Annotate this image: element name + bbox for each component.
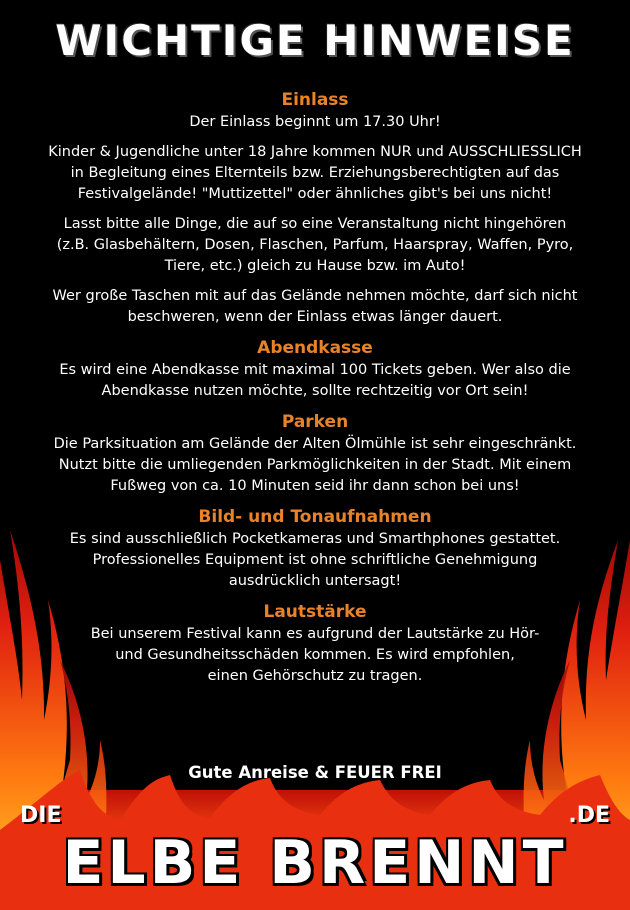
section-parken	[22, 410, 608, 497]
section-paragraph: Es wird eine Abendkasse mit maximal 100 Tickets geben. Wer also die Abendkasse nutzen möchte, sollte rechtzeitig vor Ort sein!	[59, 362, 571, 399]
section-paragraph: Der Einlass beginnt um 17.30 Uhr!	[189, 114, 441, 130]
section-heading: Bild- und Tonaufnahmen	[198, 507, 432, 527]
brand-tld: .DE	[568, 803, 610, 828]
page-title: WICHTIGE HINWEISE	[55, 16, 575, 65]
section-paragraph: Lasst bitte alle Dinge, die auf so eine Veranstaltung nicht hingehören (z.B. Glasbehältern, Dosen, Flaschen, Parfum, Haarspray, Waffen, Pyro, Tiere, etc.) gleich zu Hause bzw. im Auto!	[56, 216, 574, 274]
section-paragraph: Kinder & Jugendliche unter 18 Jahre kommen NUR und AUSSCHLIESSLICH in Begleitung eines Elternteils bzw. Erziehungsberechtigten auf das Festivalgelände! "Muttizettel" oder ähnliches gibt's bei uns nicht!	[48, 144, 582, 202]
section-paragraph: Wer große Taschen mit auf das Gelände nehmen möchte, darf sich nicht beschweren, wenn der Einlass etwas länger dauert.	[52, 288, 578, 325]
closing-line: Gute Anreise & FEUER FREI	[188, 763, 442, 782]
notice-content	[22, 88, 608, 695]
section-heading: Einlass	[281, 90, 349, 110]
brand-prefix: DIE	[20, 803, 62, 828]
brand-logo-text: ELBE BRENNT	[62, 828, 568, 898]
section-einlass	[22, 88, 608, 328]
section-aufnahmen	[22, 505, 608, 592]
section-heading: Abendkasse	[257, 338, 373, 358]
section-heading: Parken	[281, 412, 349, 432]
section-heading: Lautstärke	[263, 602, 367, 622]
section-paragraph: Bei unserem Festival kann es aufgrund der Lautstärke zu Hör- und Gesundheitsschäden kommen. Es wird empfohlen, einen Gehörschutz zu tragen.	[90, 626, 540, 684]
section-paragraph: Es sind ausschließlich Pocketkameras und Smarthphones gestattet. Professionelles Equipment ist ohne schriftliche Genehmigung ausdrücklich untersagt!	[69, 531, 561, 589]
section-abendkasse	[22, 336, 608, 402]
section-paragraph: Die Parksituation am Gelände der Alten Ölmühle ist sehr eingeschränkt. Nutzt bitte die umliegenden Parkmöglichkeiten in der Stadt. Mit einem Fußweg von ca. 10 Minuten seid ihr dann schon bei uns!	[53, 436, 577, 494]
section-lautstaerke	[22, 600, 608, 687]
